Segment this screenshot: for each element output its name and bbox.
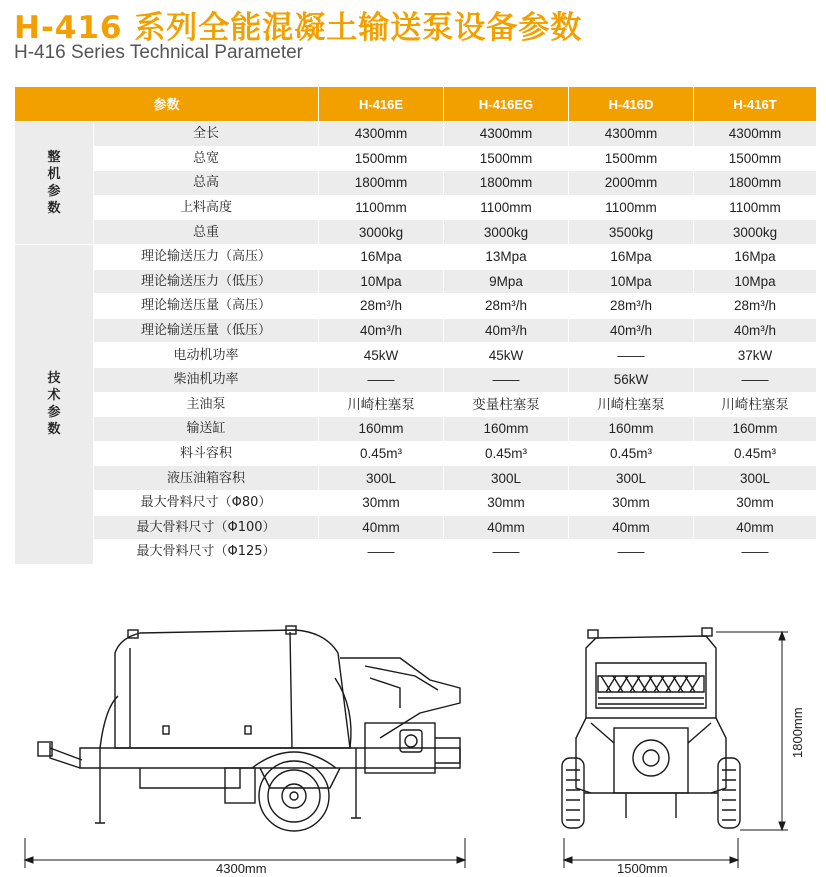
value-cell: 0.45m³ — [569, 441, 694, 466]
value-cell: 1100mm — [694, 195, 817, 220]
value-cell: 川崎柱塞泵 — [569, 392, 694, 417]
value-cell: 28m³/h — [319, 294, 444, 319]
row-label: 料斗容积 — [94, 441, 319, 466]
value-cell: 1800mm — [444, 171, 569, 196]
value-cell: 4300mm — [694, 122, 817, 147]
side-view-drawing — [20, 618, 470, 877]
value-cell: 10Mpa — [569, 269, 694, 294]
value-cell: 300L — [319, 466, 444, 491]
value-cell: 10Mpa — [319, 269, 444, 294]
value-cell: 0.45m³ — [319, 441, 444, 466]
value-cell: 40mm — [319, 515, 444, 540]
row-label: 理论输送压量（低压） — [94, 318, 319, 343]
value-cell: 1100mm — [444, 195, 569, 220]
value-cell: 300L — [569, 466, 694, 491]
value-cell: 40mm — [694, 515, 817, 540]
value-cell: 160mm — [444, 417, 569, 442]
value-cell: —— — [569, 343, 694, 368]
row-label: 理论输送压量（高压） — [94, 294, 319, 319]
value-cell: 28m³/h — [569, 294, 694, 319]
table-row — [15, 540, 817, 565]
value-cell: 4300mm — [444, 122, 569, 147]
value-cell: 30mm — [569, 490, 694, 515]
value-cell: 10Mpa — [694, 269, 817, 294]
value-cell: 160mm — [569, 417, 694, 442]
spec-table — [14, 86, 817, 565]
value-cell: —— — [444, 367, 569, 392]
row-label: 总高 — [94, 171, 319, 196]
table-row — [15, 318, 817, 343]
row-label: 最大骨料尺寸（Φ80） — [94, 490, 319, 515]
value-cell: 40m³/h — [694, 318, 817, 343]
table-row — [15, 171, 817, 196]
row-label: 总重 — [94, 220, 319, 245]
value-cell: 1500mm — [319, 146, 444, 171]
header-model-d: H-416D — [569, 87, 694, 122]
value-cell: 16Mpa — [694, 244, 817, 269]
value-cell: 1500mm — [694, 146, 817, 171]
table-row — [15, 244, 817, 269]
value-cell: 9Mpa — [444, 269, 569, 294]
row-label: 液压油箱容积 — [94, 466, 319, 491]
table-header-row — [15, 87, 817, 122]
value-cell: 13Mpa — [444, 244, 569, 269]
value-cell: —— — [319, 367, 444, 392]
value-cell: 160mm — [694, 417, 817, 442]
front-view-drawing — [556, 618, 816, 877]
value-cell: 3500kg — [569, 220, 694, 245]
row-label: 柴油机功率 — [94, 367, 319, 392]
value-cell: 变量柱塞泵 — [444, 392, 569, 417]
row-label: 理论输送压力（低压） — [94, 269, 319, 294]
row-label: 理论输送压力（高压） — [94, 244, 319, 269]
value-cell: 160mm — [319, 417, 444, 442]
table-row — [15, 392, 817, 417]
value-cell: 3000kg — [319, 220, 444, 245]
row-label: 最大骨料尺寸（Φ100） — [94, 515, 319, 540]
side-length-label: 4300mm — [216, 861, 267, 876]
value-cell: 川崎柱塞泵 — [694, 392, 817, 417]
group-label: 整 机 参 数 — [15, 122, 94, 245]
table-row — [15, 490, 817, 515]
value-cell: 45kW — [319, 343, 444, 368]
table-row — [15, 343, 817, 368]
value-cell: 1800mm — [694, 171, 817, 196]
table-row — [15, 294, 817, 319]
row-label: 输送缸 — [94, 417, 319, 442]
value-cell: 28m³/h — [694, 294, 817, 319]
value-cell: 1500mm — [444, 146, 569, 171]
table-row — [15, 417, 817, 442]
value-cell: 2000mm — [569, 171, 694, 196]
table-row — [15, 195, 817, 220]
row-label: 全长 — [94, 122, 319, 147]
value-cell: 30mm — [694, 490, 817, 515]
page-title: H-416 系列全能混凝土输送泵设备参数 — [14, 10, 583, 46]
row-label: 最大骨料尺寸（Φ125） — [94, 540, 319, 565]
front-height-label: 1800mm — [790, 707, 805, 758]
table-body — [15, 122, 817, 565]
value-cell: 40mm — [569, 515, 694, 540]
table-row — [15, 269, 817, 294]
table-row — [15, 122, 817, 147]
value-cell: —— — [569, 540, 694, 565]
value-cell: 40m³/h — [319, 318, 444, 343]
front-width-label: 1500mm — [617, 861, 668, 876]
value-cell: 1100mm — [569, 195, 694, 220]
value-cell: 1500mm — [569, 146, 694, 171]
table-row — [15, 441, 817, 466]
value-cell: 0.45m³ — [694, 441, 817, 466]
value-cell: 28m³/h — [444, 294, 569, 319]
table-row — [15, 367, 817, 392]
page-subtitle: H-416 Series Technical Parameter — [14, 42, 304, 63]
table-row — [15, 146, 817, 171]
table-row — [15, 220, 817, 245]
value-cell: 1800mm — [319, 171, 444, 196]
value-cell: 16Mpa — [319, 244, 444, 269]
value-cell: 3000kg — [444, 220, 569, 245]
value-cell: 40mm — [444, 515, 569, 540]
value-cell: 4300mm — [569, 122, 694, 147]
value-cell: 300L — [444, 466, 569, 491]
value-cell: 30mm — [444, 490, 569, 515]
header-model-t: H-416T — [694, 87, 817, 122]
row-label: 上料高度 — [94, 195, 319, 220]
value-cell: 30mm — [319, 490, 444, 515]
value-cell: —— — [319, 540, 444, 565]
group-label: 技 术 参 数 — [15, 244, 94, 564]
row-label: 电动机功率 — [94, 343, 319, 368]
header-param: 参数 — [15, 87, 319, 122]
value-cell: —— — [444, 540, 569, 565]
value-cell: 16Mpa — [569, 244, 694, 269]
value-cell: 40m³/h — [569, 318, 694, 343]
value-cell: 1100mm — [319, 195, 444, 220]
value-cell: 56kW — [569, 367, 694, 392]
table-row — [15, 466, 817, 491]
row-label: 总宽 — [94, 146, 319, 171]
row-label: 主油泵 — [94, 392, 319, 417]
header-model-eg: H-416EG — [444, 87, 569, 122]
value-cell: 4300mm — [319, 122, 444, 147]
value-cell: 45kW — [444, 343, 569, 368]
value-cell: 3000kg — [694, 220, 817, 245]
value-cell: 川崎柱塞泵 — [319, 392, 444, 417]
table-row — [15, 515, 817, 540]
header-model-e: H-416E — [319, 87, 444, 122]
value-cell: 37kW — [694, 343, 817, 368]
value-cell: —— — [694, 367, 817, 392]
value-cell: 40m³/h — [444, 318, 569, 343]
value-cell: 0.45m³ — [444, 441, 569, 466]
value-cell: —— — [694, 540, 817, 565]
value-cell: 300L — [694, 466, 817, 491]
